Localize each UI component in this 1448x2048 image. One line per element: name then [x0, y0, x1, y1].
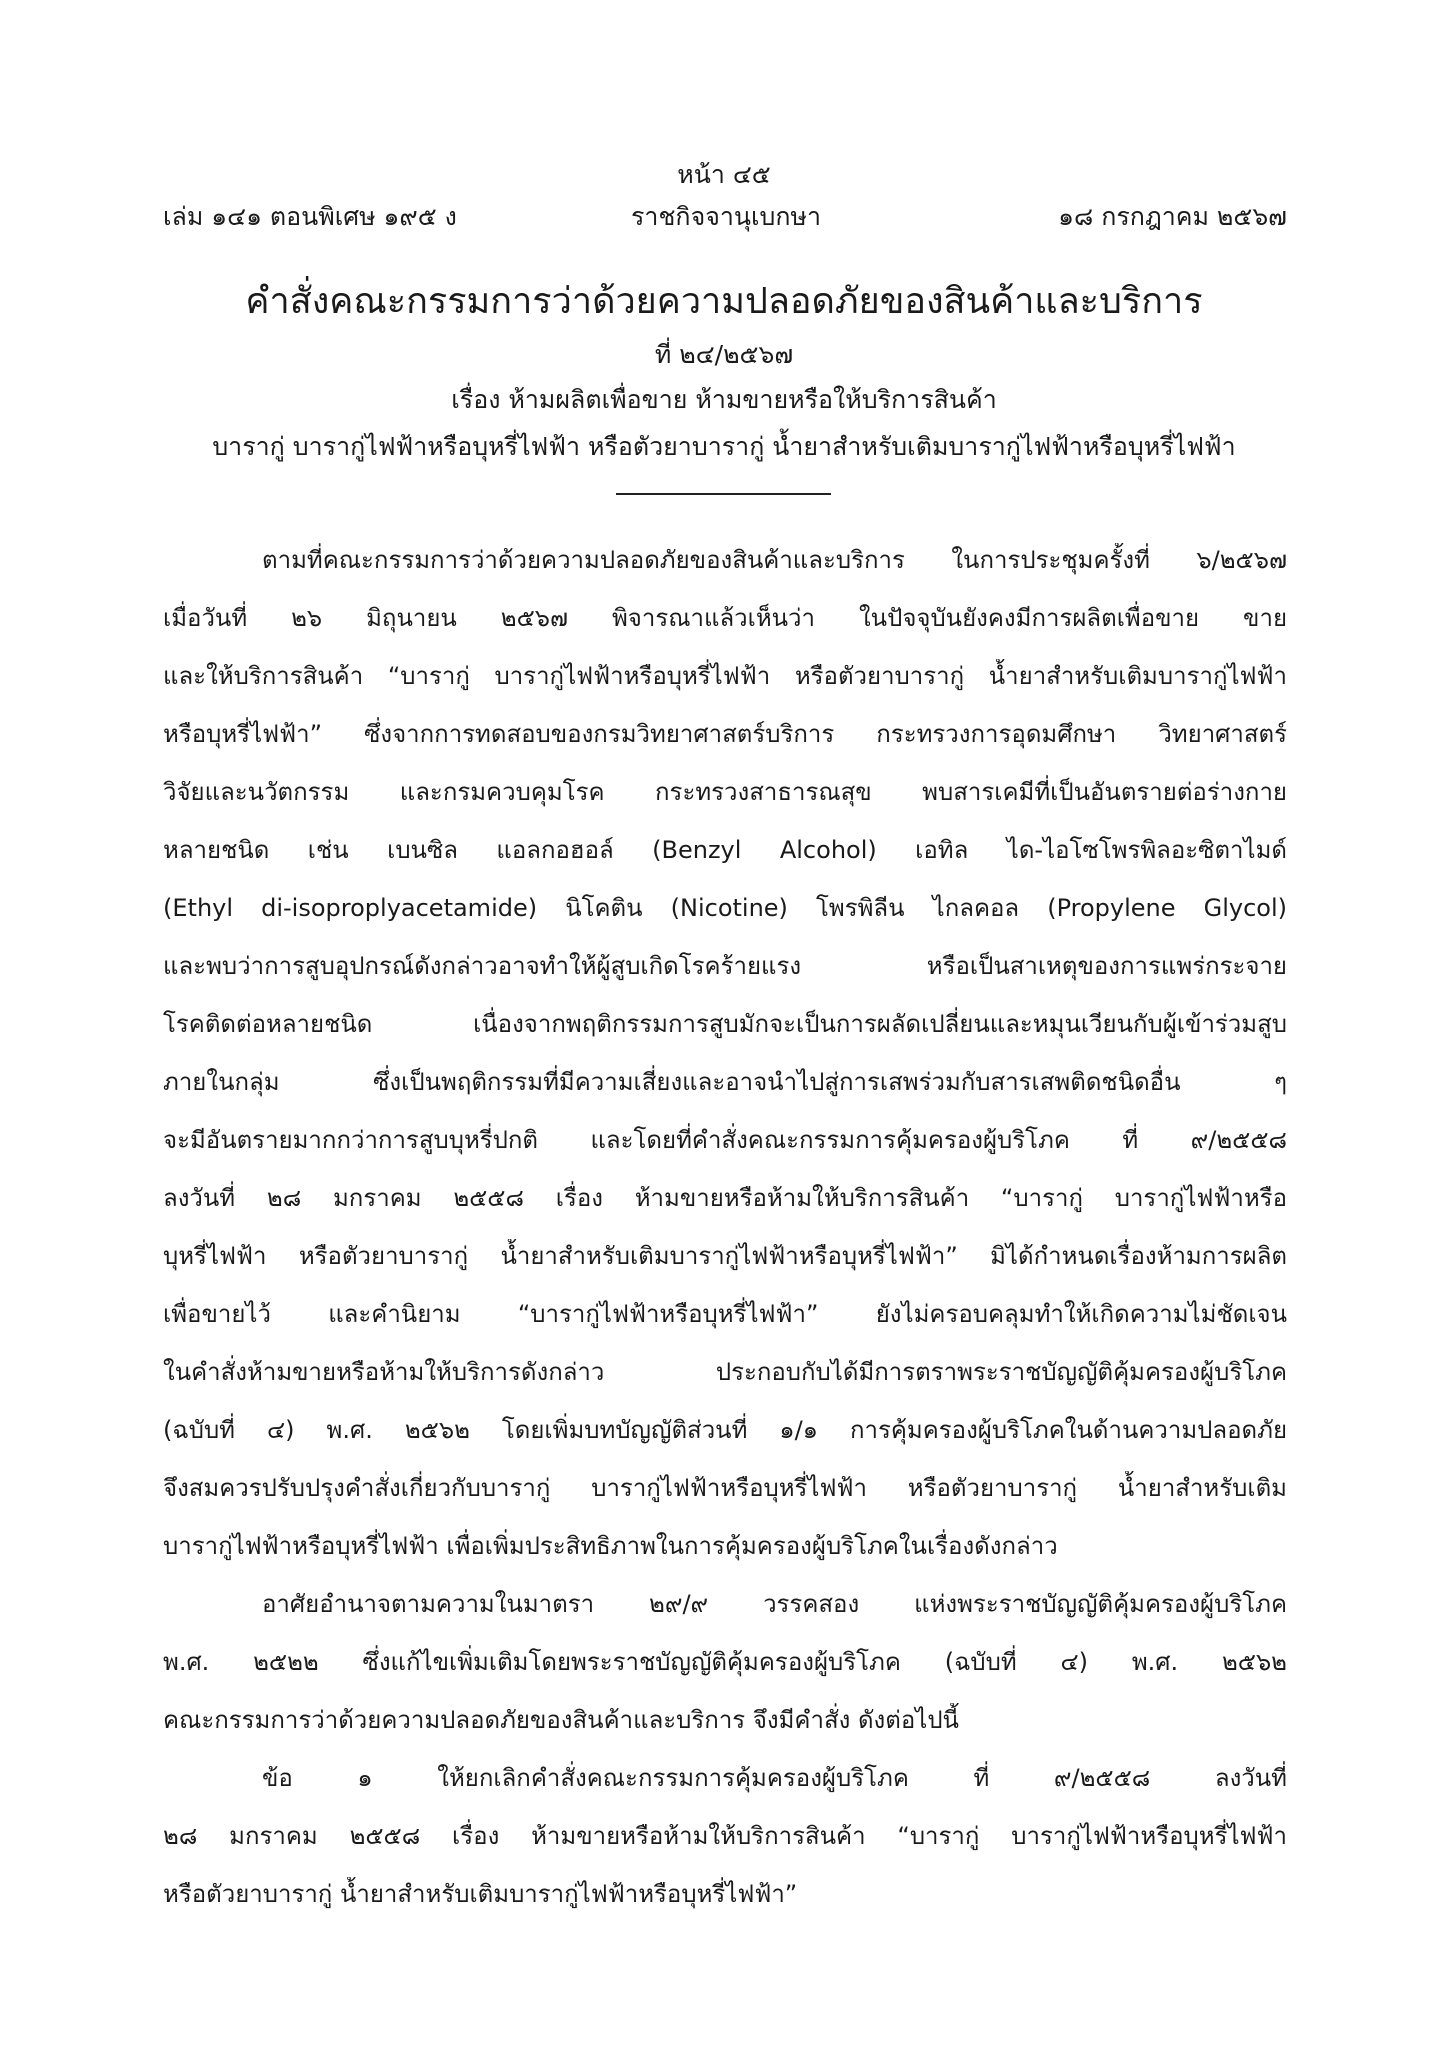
- body-text-line: ข้อ ๑ ให้ยกเลิกคำสั่งคณะกรรมการคุ้มครองผู้บริโภค ที่ ๙/๒๕๕๘ ลงวันที่: [262, 1764, 1287, 1792]
- body-text-line: พ.ศ. ๒๕๒๒ ซึ่งแก้ไขเพิ่มเติมโดยพระราชบัญญัติคุ้มครองผู้บริโภค (ฉบับที่ ๔) พ.ศ. ๒๕๖๒: [163, 1648, 1287, 1676]
- document-title: คำสั่งคณะกรรมการว่าด้วยความปลอดภัยของสินค้าและบริการ: [245, 281, 1203, 322]
- body-text-line: เพื่อขายไว้ และคำนิยาม “บารากู่ไฟฟ้าหรือบุหรี่ไฟฟ้า” ยังไม่ครอบคลุมทำให้เกิดความไม่ชัดเจน: [163, 1300, 1287, 1328]
- order-number: ที่ ๒๔/๒๕๖๗: [654, 340, 794, 369]
- body-text-line: และพบว่าการสูบอุปกรณ์ดังกล่าวอาจทำให้ผู้สูบเกิดโรคร้ายแรง หรือเป็นสาเหตุของการแพร่กระจาย: [163, 952, 1287, 980]
- publication-date: ๑๘ กรกฎาคม ๒๕๖๗: [1058, 202, 1287, 231]
- gazette-name: ราชกิจจานุเบกษา: [631, 202, 822, 231]
- body-text-line: คณะกรรมการว่าด้วยความปลอดภัยของสินค้าและบริการ จึงมีคำสั่ง ดังต่อไปนี้: [163, 1706, 959, 1734]
- body-text-line: หลายชนิด เช่น เบนซิล แอลกอฮอล์ (Benzyl Alcohol) เอทิล ได-ไอโซโพรพิลอะซิตาไมด์: [163, 836, 1287, 864]
- body-text-line: ๒๘ มกราคม ๒๕๕๘ เรื่อง ห้ามขายหรือห้ามให้บริการสินค้า “บารากู่ บารากู่ไฟฟ้าหรือบุหรี่ไฟฟ้า: [163, 1822, 1287, 1850]
- body-text-line: วิจัยและนวัตกรรม และกรมควบคุมโรค กระทรวงสาธารณสุข พบสารเคมีที่เป็นอันตรายต่อร่างกาย: [163, 778, 1287, 806]
- gazette-header: [163, 197, 1287, 237]
- body-text-line: อาศัยอำนาจตามความในมาตรา ๒๙/๙ วรรคสอง แห่งพระราชบัญญัติคุ้มครองผู้บริโภค: [262, 1590, 1287, 1618]
- body-text-line: และให้บริการสินค้า “บารากู่ บารากู่ไฟฟ้าหรือบุหรี่ไฟฟ้า หรือตัวยาบารากู่ น้ำยาสำหรับเติมบารากู่ไฟฟ้า: [163, 662, 1287, 690]
- body-text-line: ในคำสั่งห้ามขายหรือห้ามให้บริการดังกล่าว ประกอบกับได้มีการตราพระราชบัญญัติคุ้มครองผู้บริโภค: [163, 1358, 1287, 1386]
- body-text-line: ลงวันที่ ๒๘ มกราคม ๒๕๕๘ เรื่อง ห้ามขายหรือห้ามให้บริการสินค้า “บารากู่ บารากู่ไฟฟ้าหรือ: [163, 1184, 1287, 1212]
- body-text-line: เมื่อวันที่ ๒๖ มิถุนายน ๒๕๖๗ พิจารณาแล้วเห็นว่า ในปัจจุบันยังคงมีการผลิตเพื่อขาย ขาย: [163, 604, 1287, 632]
- subject-line: บารากู่ บารากู่ไฟฟ้าหรือบุหรี่ไฟฟ้า หรือตัวยาบารากู่ น้ำยาสำหรับเติมบารากู่ไฟฟ้าหรือบุหรี่ไฟฟ้า: [212, 432, 1236, 461]
- body-text-line: บารากู่ไฟฟ้าหรือบุหรี่ไฟฟ้า เพื่อเพิ่มประสิทธิภาพในการคุ้มครองผู้บริโภคในเรื่องดังกล่าว: [163, 1532, 1058, 1560]
- body-text-line: บุหรี่ไฟฟ้า หรือตัวยาบารากู่ น้ำยาสำหรับเติมบารากู่ไฟฟ้าหรือบุหรี่ไฟฟ้า” มิได้กำหนดเรื่องห้ามการผลิต: [163, 1242, 1287, 1270]
- body-text-line: ภายในกลุ่ม ซึ่งเป็นพฤติกรรมที่มีความเสี่ยงและอาจนำไปสู่การเสพร่วมกับสารเสพติดชนิดอื่น ๆ: [163, 1068, 1287, 1096]
- body-text-line: ตามที่คณะกรรมการว่าด้วยความปลอดภัยของสินค้าและบริการ ในการประชุมครั้งที่ ๖/๒๕๖๗: [262, 546, 1287, 574]
- page-number: หน้า ๔๕: [677, 160, 771, 189]
- body-text-line: โรคติดต่อหลายชนิด เนื่องจากพฤติกรรมการสูบมักจะเป็นการผลัดเปลี่ยนและหมุนเวียนกับผู้เข้าร่วมสูบ: [163, 1010, 1287, 1038]
- subject-line: เรื่อง ห้ามผลิตเพื่อขาย ห้ามขายหรือให้บริการสินค้า: [451, 385, 997, 414]
- body-text-line: หรือตัวยาบารากู่ น้ำยาสำหรับเติมบารากู่ไฟฟ้าหรือบุหรี่ไฟฟ้า”: [163, 1880, 798, 1908]
- title-divider: [616, 493, 831, 495]
- body-text-line: หรือบุหรี่ไฟฟ้า” ซึ่งจากการทดสอบของกรมวิทยาศาสตร์บริการ กระทรวงการอุดมศึกษา วิทยาศาสตร์: [163, 720, 1287, 748]
- body-text-line: (Ethyl di-isoproplyacetamide) นิโคติน (Nicotine) โพรพิลีน ไกลคอล (Propylene Glycol): [163, 894, 1287, 922]
- body-text-line: จะมีอันตรายมากกว่าการสูบบุหรี่ปกติ และโดยที่คำสั่งคณะกรรมการคุ้มครองผู้บริโภค ที่ ๙/๒๕๕๘: [163, 1126, 1287, 1154]
- volume-issue: เล่ม ๑๔๑ ตอนพิเศษ ๑๙๕ ง: [163, 202, 457, 231]
- body-text-line: (ฉบับที่ ๔) พ.ศ. ๒๕๖๒ โดยเพิ่มบทบัญญัติส่วนที่ ๑/๑ การคุ้มครองผู้บริโภคในด้านความปลอดภัย: [163, 1416, 1287, 1444]
- body-text-line: จึงสมควรปรับปรุงคำสั่งเกี่ยวกับบารากู่ บารากู่ไฟฟ้าหรือบุหรี่ไฟฟ้า หรือตัวยาบารากู่ น้ำยาสำหรับเติม: [163, 1474, 1287, 1502]
